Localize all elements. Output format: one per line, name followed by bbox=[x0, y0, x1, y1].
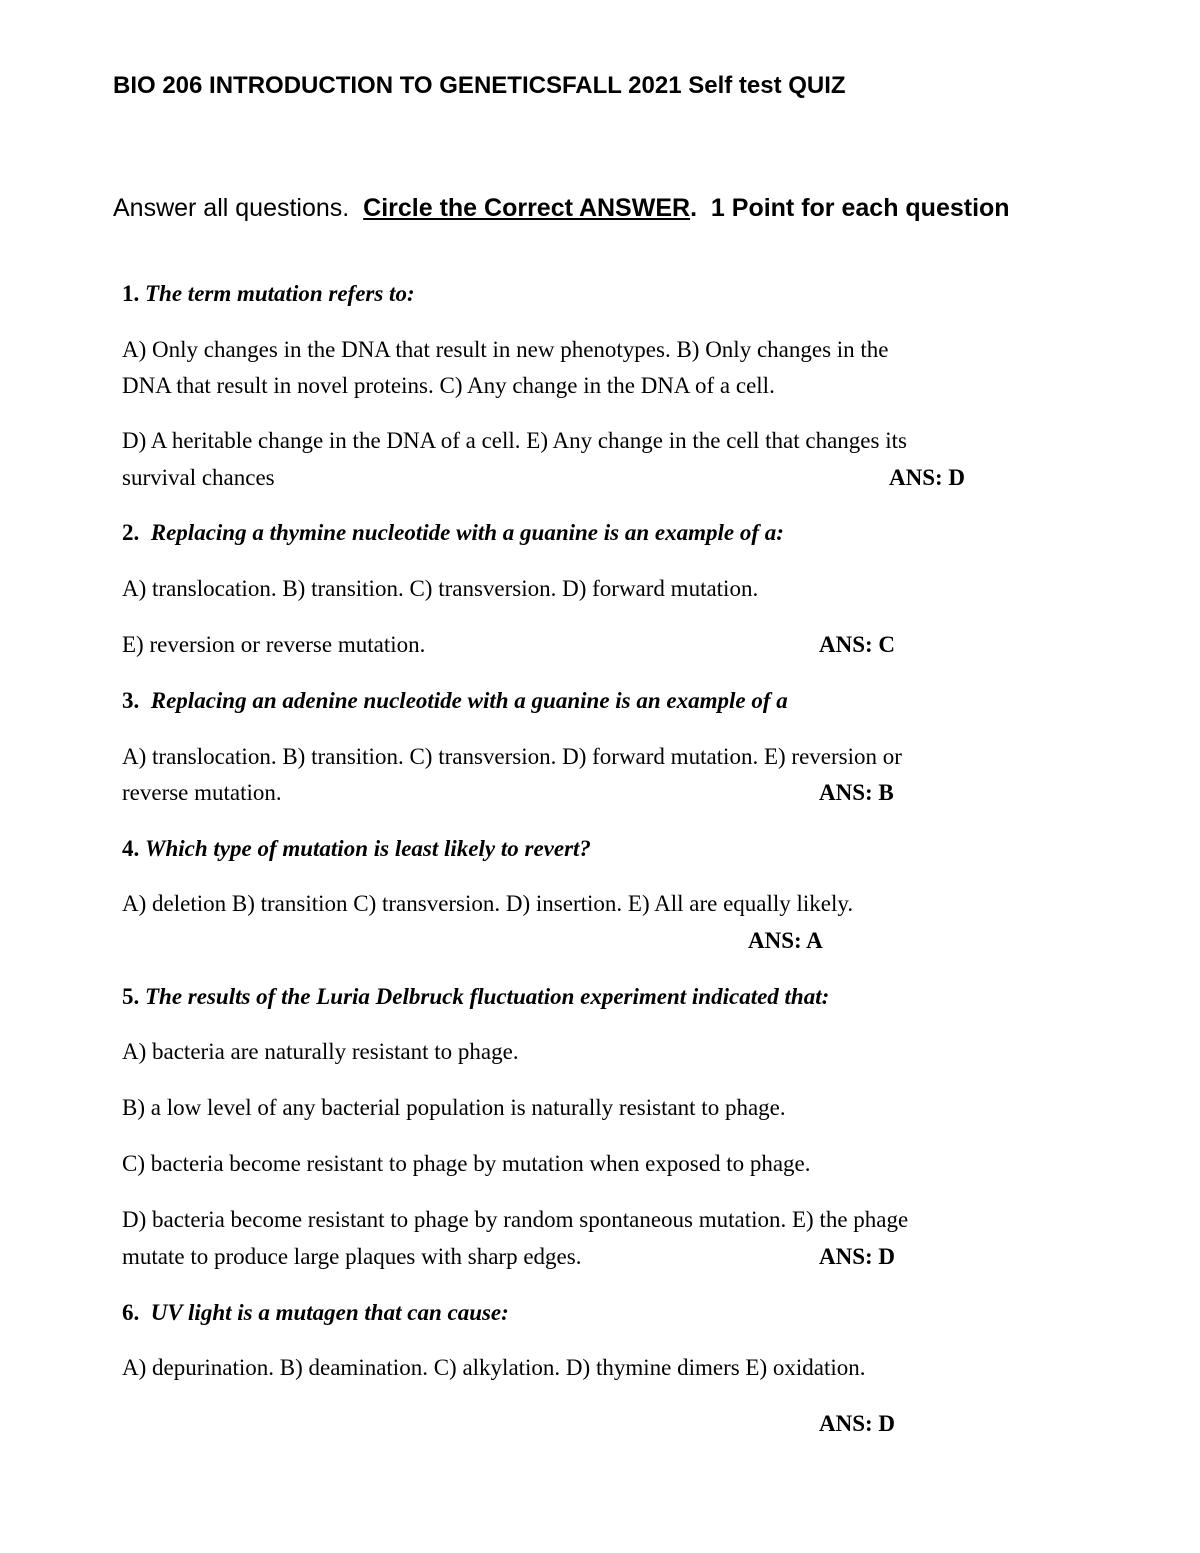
question-1-answer: ANS: D bbox=[889, 465, 966, 490]
question-3-options-line: reverse mutation. bbox=[122, 780, 282, 805]
question-3-answer: ANS: B bbox=[819, 780, 894, 805]
question-5-options-line: C) bacteria become resistant to phage by mutation when exposed to phage. bbox=[122, 1151, 811, 1176]
question-5-options-line: A) bacteria are naturally resistant to phage. bbox=[122, 1039, 519, 1064]
question-6-options-line: A) depurination. B) deamination. C) alkylation. D) thymine dimers E) oxidation. bbox=[122, 1355, 866, 1380]
page-title: BIO 206 INTRODUCTION TO GENETICSFALL 2021 Self test QUIZ bbox=[113, 72, 846, 99]
question-2-answer: ANS: C bbox=[819, 632, 896, 657]
question-5-options-line: D) bacteria become resistant to phage by random spontaneous mutation. E) the phage bbox=[122, 1207, 909, 1232]
instructions-lead: Answer all questions. bbox=[113, 194, 350, 222]
instructions-points: 1 Point for each question bbox=[710, 194, 1010, 222]
question-6-answer: ANS: D bbox=[819, 1411, 896, 1436]
question-1-options-line: DNA that result in novel proteins. C) Any change in the DNA of a cell. bbox=[122, 373, 775, 398]
question-5-options-line: mutate to produce large plaques with sharp edges. bbox=[122, 1244, 582, 1269]
question-4-answer: ANS: A bbox=[748, 928, 823, 953]
question-1-options-line: A) Only changes in the DNA that result in new phenotypes. B) Only changes in the bbox=[122, 337, 889, 362]
question-3-options-line: A) translocation. B) transition. C) transversion. D) forward mutation. E) reversion or bbox=[122, 744, 902, 769]
question-5-answer: ANS: D bbox=[819, 1244, 896, 1269]
question-2-prompt: 2. Replacing a thymine nucleotide with a guanine is an example of a: bbox=[122, 520, 784, 545]
instructions: Answer all questions. Circle the Correct ANSWER. 1 Point for each question bbox=[113, 194, 1010, 222]
instructions-circle: Circle the Correct ANSWER bbox=[363, 194, 691, 222]
question-2-options-line: E) reversion or reverse mutation. bbox=[122, 632, 426, 657]
question-6-prompt: 6. UV light is a mutagen that can cause: bbox=[122, 1300, 509, 1325]
question-5-prompt: 5. The results of the Luria Delbruck fluctuation experiment indicated that: bbox=[122, 984, 830, 1009]
question-4-prompt: 4. Which type of mutation is least likely to revert? bbox=[122, 836, 591, 861]
question-1-options-line: survival chances bbox=[122, 465, 275, 490]
question-5-options-line: B) a low level of any bacterial population is naturally resistant to phage. bbox=[122, 1095, 786, 1120]
question-4-options-line: A) deletion B) transition C) transversion. D) insertion. E) All are equally likely. bbox=[122, 891, 854, 916]
question-3-prompt: 3. Replacing an adenine nucleotide with a guanine is an example of a bbox=[122, 688, 788, 713]
question-1-prompt: 1. The term mutation refers to: bbox=[122, 281, 415, 306]
question-1-options-line: D) A heritable change in the DNA of a cell. E) Any change in the cell that changes its bbox=[122, 428, 907, 453]
question-2-options-line: A) translocation. B) transition. C) transversion. D) forward mutation. bbox=[122, 576, 759, 601]
